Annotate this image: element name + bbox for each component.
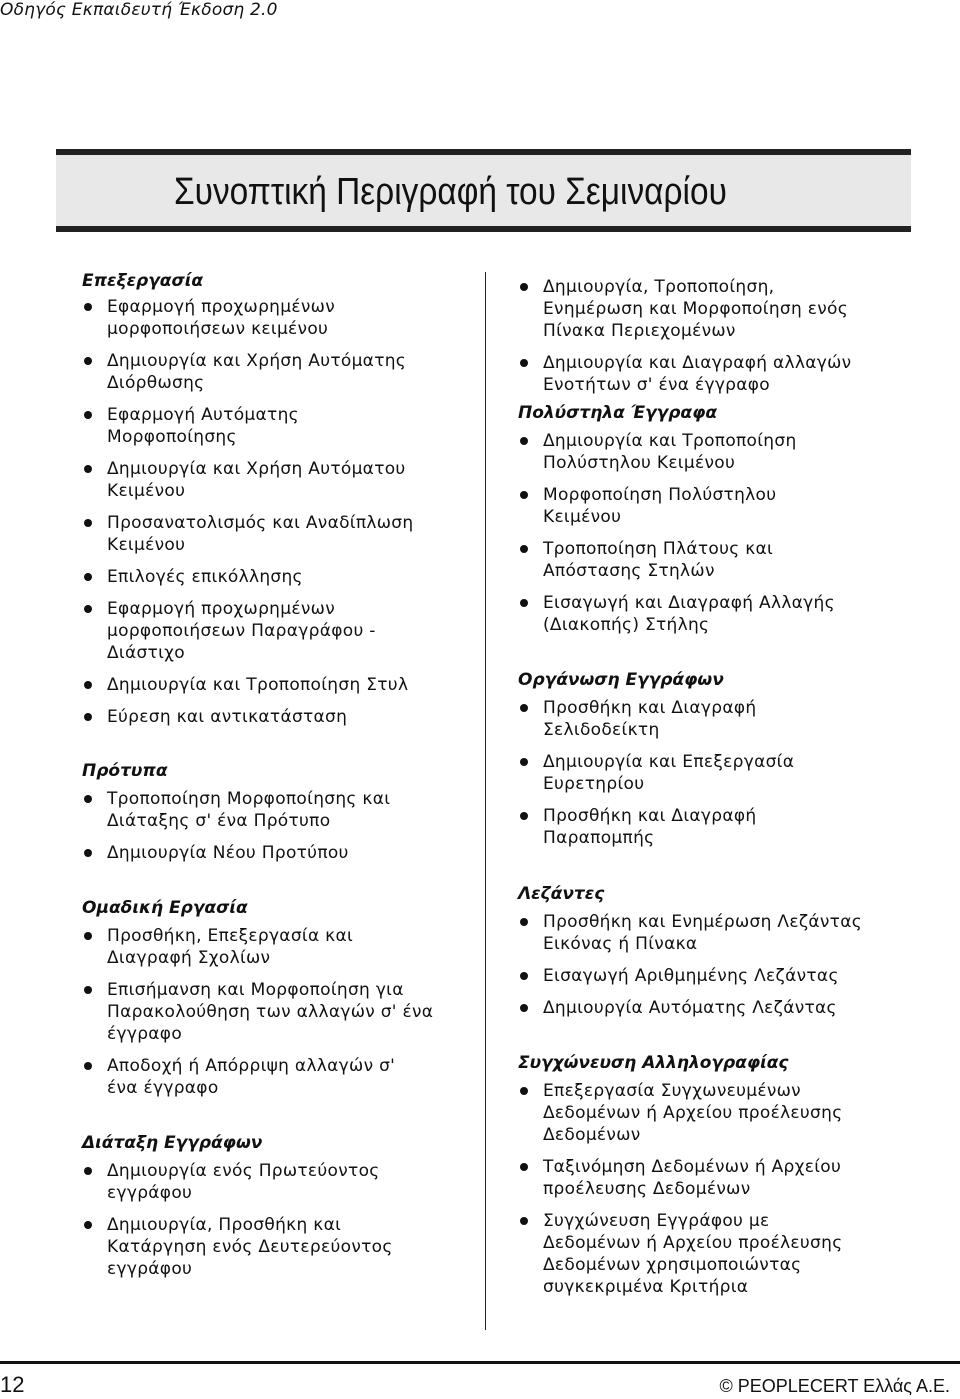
- section-heading: Διάταξη Εγγράφων: [82, 1133, 263, 1153]
- right-column: [518, 276, 918, 1298]
- list-item: Προσανατολισμός και Αναδίπλωση Κειμένου: [82, 512, 472, 556]
- section-list: [518, 430, 918, 636]
- bullet-icon: [84, 795, 92, 803]
- list-item: Επιλογές επικόλλησης: [82, 566, 472, 588]
- bullet-icon: [84, 986, 92, 994]
- bullet-icon: [84, 411, 92, 419]
- bullet-icon: [84, 519, 92, 527]
- list-item: Εισαγωγή Αριθμημένης Λεζάντας: [518, 965, 918, 987]
- list-item: Δημιουργία και Χρήση Αυτόματης Διόρθωσης: [82, 350, 472, 394]
- bullet-icon: [84, 465, 92, 473]
- list-item: Προσθήκη και Διαγραφή Παραπομπής: [518, 805, 918, 849]
- running-header: Οδηγός Εκπαιδευτή Έκδοση 2.0: [0, 0, 278, 20]
- list-item: Αποδοχή ή Απόρριψη αλλαγών σ' ένα έγγραφο: [82, 1055, 472, 1099]
- bullet-icon: [84, 681, 92, 689]
- bullet-icon: [520, 1163, 528, 1171]
- bullet-icon: [520, 1004, 528, 1012]
- bullet-icon: [84, 357, 92, 365]
- bullet-icon: [520, 758, 528, 766]
- bullet-icon: [520, 359, 528, 367]
- bullet-icon: [84, 713, 92, 721]
- list-item: Επισήμανση και Μορφοποίηση για Παρακολούθηση των αλλαγών σ' ένα έγγραφο: [82, 979, 472, 1045]
- bullet-icon: [84, 605, 92, 613]
- section-list: [82, 1160, 472, 1280]
- section-list: [518, 1080, 918, 1298]
- list-item: Δημιουργία, Τροποποίηση, Ενημέρωση και Μορφοποίηση ενός Πίνακα Περιεχομένων: [518, 276, 918, 342]
- bullet-icon: [520, 972, 528, 980]
- bullet-icon: [84, 1221, 92, 1229]
- section-heading: Πολύστηλα Έγγραφα: [518, 403, 718, 423]
- list-item: Εφαρμογή προχωρημένων μορφοποιήσεων Παραγράφου - Διάστιχο: [82, 598, 472, 664]
- list-item: Δημιουργία και Διαγραφή αλλαγών Ενοτήτων σ' ένα έγγραφο: [518, 352, 918, 396]
- bullet-icon: [520, 545, 528, 553]
- section-list: [82, 296, 472, 728]
- page-number: 12: [0, 1372, 25, 1397]
- section-heading: Λεζάντες: [518, 884, 605, 904]
- bullet-icon: [520, 812, 528, 820]
- section-list: [82, 788, 472, 864]
- bullet-icon: [84, 1062, 92, 1070]
- section-list: [518, 276, 918, 396]
- footer-rule: [0, 1361, 960, 1364]
- section-heading: Ομαδική Εργασία: [82, 898, 248, 918]
- bullet-icon: [84, 932, 92, 940]
- page-title: Συνοπτική Περιγραφή του Σεμιναρίου: [174, 171, 727, 213]
- bullet-icon: [84, 303, 92, 311]
- list-item: Δημιουργία και Τροποποίηση Στυλ: [82, 674, 472, 696]
- bullet-icon: [520, 1217, 528, 1225]
- list-item: Δημιουργία, Προσθήκη και Κατάργηση ενός Δευτερεύοντος εγγράφου: [82, 1214, 472, 1280]
- section-list: [82, 925, 472, 1099]
- title-banner: [56, 149, 911, 232]
- section-heading: Οργάνωση Εγγράφων: [518, 670, 724, 690]
- list-item: Εφαρμογή προχωρημένων μορφοποιήσεων κειμένου: [82, 296, 472, 340]
- bullet-icon: [84, 849, 92, 857]
- list-item: Δημιουργία Αυτόματης Λεζάντας: [518, 997, 918, 1019]
- list-item: Δημιουργία και Τροποποίηση Πολύστηλου Κειμένου: [518, 430, 918, 474]
- list-item: Τροποποίηση Μορφοποίησης και Διάταξης σ' ένα Πρότυπο: [82, 788, 472, 832]
- list-item: Δημιουργία και Χρήση Αυτόματου Κειμένου: [82, 458, 472, 502]
- list-item: Εισαγωγή και Διαγραφή Αλλαγής (Διακοπής) Στήλης: [518, 592, 918, 636]
- list-item: Εύρεση και αντικατάσταση: [82, 706, 472, 728]
- list-item: Προσθήκη και Ενημέρωση Λεζάντας Εικόνας ή Πίνακα: [518, 911, 918, 955]
- bullet-icon: [520, 599, 528, 607]
- section-heading: Πρότυπα: [82, 761, 168, 781]
- list-item: Μορφοποίηση Πολύστηλου Κειμένου: [518, 484, 918, 528]
- list-item: Δημιουργία ενός Πρωτεύοντος εγγράφου: [82, 1160, 472, 1204]
- list-item: Εφαρμογή Αυτόματης Μορφοποίησης: [82, 404, 472, 448]
- bullet-icon: [520, 918, 528, 926]
- list-item: Προσθήκη, Επεξεργασία και Διαγραφή Σχολίων: [82, 925, 472, 969]
- section-list: [518, 697, 918, 849]
- list-item: Δημιουργία Νέου Προτύπου: [82, 842, 472, 864]
- bullet-icon: [520, 1087, 528, 1095]
- list-item: Ταξινόμηση Δεδομένων ή Αρχείου προέλευσης Δεδομένων: [518, 1156, 918, 1200]
- bullet-icon: [520, 437, 528, 445]
- bullet-icon: [520, 704, 528, 712]
- section-heading: Επεξεργασία: [82, 271, 204, 291]
- list-item: Προσθήκη και Διαγραφή Σελιδοδείκτη: [518, 697, 918, 741]
- bullet-icon: [84, 1167, 92, 1175]
- list-item: Δημιουργία και Επεξεργασία Ευρετηρίου: [518, 751, 918, 795]
- list-item: Τροποποίηση Πλάτους και Απόστασης Στηλών: [518, 538, 918, 582]
- list-item: Επεξεργασία Συγχωνευμένων Δεδομένων ή Αρχείου προέλευσης Δεδομένων: [518, 1080, 918, 1146]
- left-column: [82, 270, 472, 1280]
- column-divider: [485, 272, 486, 1330]
- section-heading: Συγχώνευση Αλληλογραφίας: [518, 1053, 789, 1073]
- bullet-icon: [520, 283, 528, 291]
- bullet-icon: [520, 491, 528, 499]
- list-item: Συγχώνευση Εγγράφου με Δεδομένων ή Αρχείου προέλευσης Δεδομένων χρησιμοποιώντας συγκεκριμένα Κριτήρια: [518, 1210, 918, 1298]
- publisher-credit: © PEOPLECERT Ελλάς Α.Ε.: [719, 1376, 950, 1396]
- section-list: [518, 911, 918, 1019]
- bullet-icon: [84, 573, 92, 581]
